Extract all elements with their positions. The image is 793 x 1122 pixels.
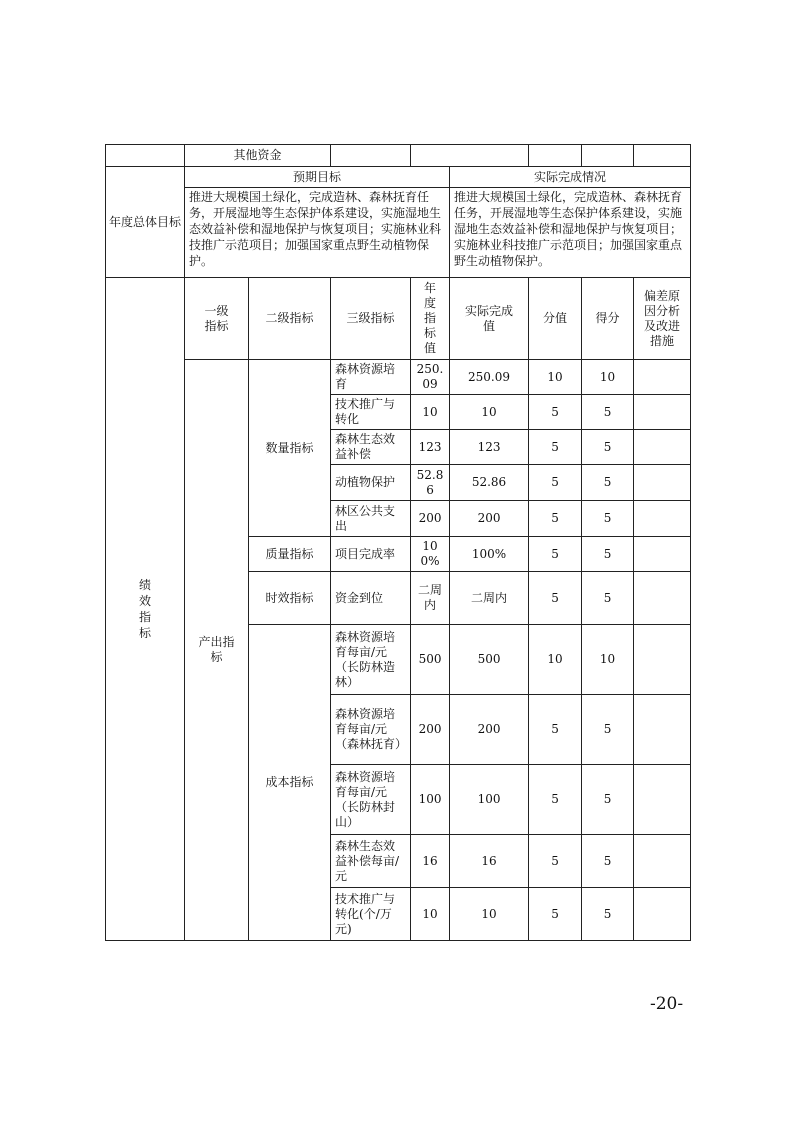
header-level2: 二级指标: [249, 278, 331, 360]
group-timeliness: 时效指标: [249, 572, 331, 625]
indicator-note: [634, 835, 691, 888]
indicator-note: [634, 625, 691, 695]
header-annual-target: 年度指标值: [411, 278, 450, 360]
performance-label-text: 绩效指标: [138, 578, 151, 640]
indicator-score: 5: [582, 430, 634, 465]
indicator-note: [634, 695, 691, 765]
indicator-weight: 5: [529, 695, 582, 765]
empty-cell: [106, 145, 185, 167]
indicator-actual: 16: [450, 835, 529, 888]
indicator-actual: 52.86: [450, 465, 529, 501]
indicator-score: 10: [582, 625, 634, 695]
indicator-score: 10: [582, 360, 634, 395]
indicator-target: 200: [411, 695, 450, 765]
performance-label: [106, 278, 185, 941]
other-funds-label: 其他资金: [185, 145, 331, 167]
indicator-score: 5: [582, 572, 634, 625]
empty-cell: [331, 145, 411, 167]
indicator-weight: 5: [529, 765, 582, 835]
indicator-score: 5: [582, 835, 634, 888]
empty-cell: [634, 145, 691, 167]
group-cost: 成本指标: [249, 625, 331, 941]
indicator-target: 10: [411, 395, 450, 430]
indicator-score: 5: [582, 888, 634, 941]
indicator-weight: 5: [529, 835, 582, 888]
indicator-name: 森林资源培育每亩/元（森林抚育）: [331, 695, 411, 765]
indicator-note: [634, 572, 691, 625]
indicator-name: 技术推广与转化: [331, 395, 411, 430]
annual-goal-label: 年度总体目标: [106, 167, 185, 278]
indicator-score: 5: [582, 465, 634, 501]
indicator-note: [634, 765, 691, 835]
indicator-actual: 10: [450, 888, 529, 941]
indicator-name: 森林资源培育每亩/元（长防林造林）: [331, 625, 411, 695]
indicator-name: 资金到位: [331, 572, 411, 625]
header-level3: 三级指标: [331, 278, 411, 360]
indicator-score: 5: [582, 501, 634, 537]
header-score: 得分: [582, 278, 634, 360]
header-deviation: 偏差原因分析及改进措施: [634, 278, 691, 360]
indicator-weight: 5: [529, 465, 582, 501]
group-quantity: 数量指标: [249, 360, 331, 537]
other-funds-row: [106, 145, 691, 167]
header-level1: 一级指标: [185, 278, 249, 360]
header-score-value: 分值: [529, 278, 582, 360]
indicator-weight: 5: [529, 537, 582, 572]
header-actual-value: 实际完成值: [450, 278, 529, 360]
indicator-target: 52.86: [411, 465, 450, 501]
indicator-note: [634, 360, 691, 395]
indicator-name: 森林资源培育每亩/元（长防林封山）: [331, 765, 411, 835]
indicator-score: 5: [582, 695, 634, 765]
indicator-actual: 100: [450, 765, 529, 835]
indicator-note: [634, 888, 691, 941]
indicator-actual: 10: [450, 395, 529, 430]
indicator-note: [634, 537, 691, 572]
table-row: [106, 360, 691, 395]
indicator-target: 123: [411, 430, 450, 465]
indicator-weight: 5: [529, 501, 582, 537]
page-number: -20-: [650, 994, 684, 1014]
expected-goal-header: 预期目标: [185, 167, 450, 188]
indicator-target: 200: [411, 501, 450, 537]
indicator-weight: 10: [529, 360, 582, 395]
indicator-target: 16: [411, 835, 450, 888]
indicator-weight: 5: [529, 888, 582, 941]
indicator-weight: 5: [529, 430, 582, 465]
actual-goal-text: 推进大规模国土绿化，完成造林、森林抚育任务，开展湿地等生态保护体系建设，实施湿地生态效益补偿和湿地保护与恢复项目；实施林业科技推广示范项目；加强国家重点野生动植物保护。: [450, 188, 691, 278]
indicator-target: 500: [411, 625, 450, 695]
indicator-weight: 5: [529, 395, 582, 430]
indicator-note: [634, 395, 691, 430]
indicator-target: 100%: [411, 537, 450, 572]
indicator-name: 森林生态效益补偿每亩/元: [331, 835, 411, 888]
indicator-actual: 二周内: [450, 572, 529, 625]
indicator-note: [634, 465, 691, 501]
indicator-target: 100: [411, 765, 450, 835]
indicator-note: [634, 501, 691, 537]
indicator-header-row: [106, 278, 691, 360]
expected-goal-text: 推进大规模国土绿化，完成造林、森林抚育任务，开展湿地等生态保护体系建设，实施湿地生态效益补偿和湿地保护与恢复项目；实施林业科技推广示范项目；加强国家重点野生动植物保护。: [185, 188, 450, 278]
actual-goal-header: 实际完成情况: [450, 167, 691, 188]
indicator-target: 二周内: [411, 572, 450, 625]
indicator-name: 林区公共支出: [331, 501, 411, 537]
indicator-name: 动植物保护: [331, 465, 411, 501]
indicator-actual: 200: [450, 501, 529, 537]
indicator-actual: 123: [450, 430, 529, 465]
group-quality: 质量指标: [249, 537, 331, 572]
indicator-score: 5: [582, 765, 634, 835]
indicator-name: 技术推广与转化(个/万元): [331, 888, 411, 941]
indicator-target: 250.09: [411, 360, 450, 395]
indicator-actual: 500: [450, 625, 529, 695]
indicator-weight: 10: [529, 625, 582, 695]
indicator-actual: 200: [450, 695, 529, 765]
annual-goal-row: [106, 188, 691, 278]
indicator-actual: 250.09: [450, 360, 529, 395]
empty-cell: [529, 145, 582, 167]
empty-cell: [582, 145, 634, 167]
indicator-target: 10: [411, 888, 450, 941]
goals-header-row: [106, 167, 691, 188]
indicator-score: 5: [582, 537, 634, 572]
level1-output: 产出指标: [185, 360, 249, 941]
indicator-actual: 100%: [450, 537, 529, 572]
indicator-score: 5: [582, 395, 634, 430]
indicator-name: 项目完成率: [331, 537, 411, 572]
indicator-weight: 5: [529, 572, 582, 625]
indicator-name: 森林生态效益补偿: [331, 430, 411, 465]
indicator-name: 森林资源培育: [331, 360, 411, 395]
empty-cell: [411, 145, 529, 167]
indicator-note: [634, 430, 691, 465]
performance-table: [105, 144, 691, 941]
